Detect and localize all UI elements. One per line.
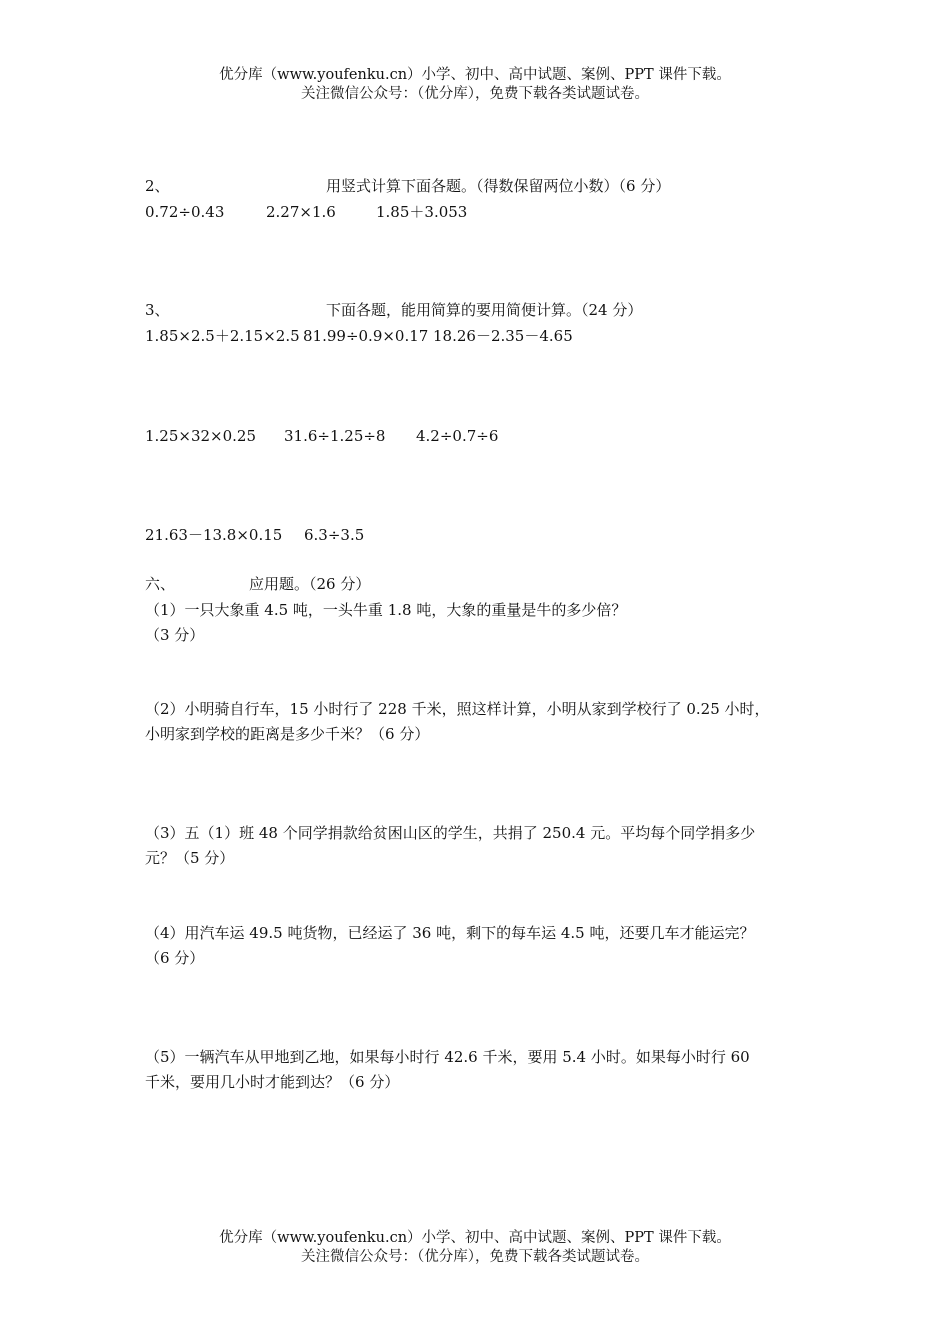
q3-expr: 6.3÷3.5 <box>304 526 365 544</box>
q3-title: 下面各题，能用简算的要用简便计算。（24 分） <box>326 301 643 319</box>
q3-expr: 31.6÷1.25÷8 <box>284 427 386 445</box>
problem-line: 小明家到学校的距离是多少千米？（6 分） <box>145 725 430 743</box>
section6-number: 六、 <box>145 575 176 593</box>
problem-line: 千米，要用几小时才能到达？（6 分） <box>145 1073 400 1091</box>
problem-line: （3）五（1）班 48 个同学捐款给贫困山区的学生，共捐了 250.4 元。平均每个同学捐多少 <box>145 824 756 842</box>
problem-line: （3 分） <box>145 626 205 644</box>
q3-expr: 18.26－2.35－4.65 <box>433 327 573 345</box>
header-line-1: 优分库（www.youfenku.cn）小学、初中、高中试题、案例、PPT 课件下载。 <box>219 67 731 83</box>
page-header <box>0 66 950 104</box>
problem-1 <box>145 598 815 648</box>
q3-number: 3、 <box>145 301 170 319</box>
q3-expr: 1.85×2.5＋2.15×2.5 <box>145 327 300 345</box>
problem-2 <box>145 697 815 747</box>
section6-title: 应用题。（26 分） <box>249 575 371 593</box>
q3-expr: 81.99÷0.9×0.17 <box>303 327 429 345</box>
problem-4 <box>145 921 815 971</box>
q2-title: 用竖式计算下面各题。（得数保留两位小数）（6 分） <box>326 177 671 195</box>
problem-line: （5）一辆汽车从甲地到乙地，如果每小时行 42.6 千米，要用 5.4 小时。如果每小时行 60 <box>145 1048 750 1066</box>
q3-row-2 <box>145 425 498 447</box>
q2-number: 2、 <box>145 177 170 195</box>
problem-5 <box>145 1045 815 1095</box>
footer-line-2: 关注微信公众号：（优分库），免费下载各类试题试卷。 <box>301 1249 649 1265</box>
problem-line: （6 分） <box>145 949 205 967</box>
problem-line: （4）用汽车运 49.5 吨货物，已经运了 36 吨，剩下的每车运 4.5 吨，还要几车才能运完？ <box>145 924 755 942</box>
q2-expressions <box>145 201 467 223</box>
q2-expr-3: 1.85＋3.053 <box>376 203 468 221</box>
problem-line: （2）小明骑自行车，15 小时行了 228 千米，照这样计算，小明从家到学校行了 0.25 小时， <box>145 700 770 718</box>
page-footer <box>0 1229 950 1267</box>
q3-expr: 21.63－13.8×0.15 <box>145 526 283 544</box>
problem-line: （1）一只大象重 4.5 吨，一头牛重 1.8 吨，大象的重量是牛的多少倍？ <box>145 601 627 619</box>
q3-expr: 1.25×32×0.25 <box>145 427 257 445</box>
problem-line: 元？（5 分） <box>145 849 235 867</box>
q3-row-3 <box>145 524 364 546</box>
q2-expr-1: 0.72÷0.43 <box>145 203 225 221</box>
footer-line-1: 优分库（www.youfenku.cn）小学、初中、高中试题、案例、PPT 课件下载。 <box>219 1230 731 1246</box>
q3-expr: 4.2÷0.7÷6 <box>416 427 499 445</box>
header-line-2: 关注微信公众号：（优分库），免费下载各类试题试卷。 <box>301 86 649 102</box>
q3-row-1 <box>145 325 573 347</box>
q2-expr-2: 2.27×1.6 <box>266 203 336 221</box>
problem-3 <box>145 821 815 871</box>
